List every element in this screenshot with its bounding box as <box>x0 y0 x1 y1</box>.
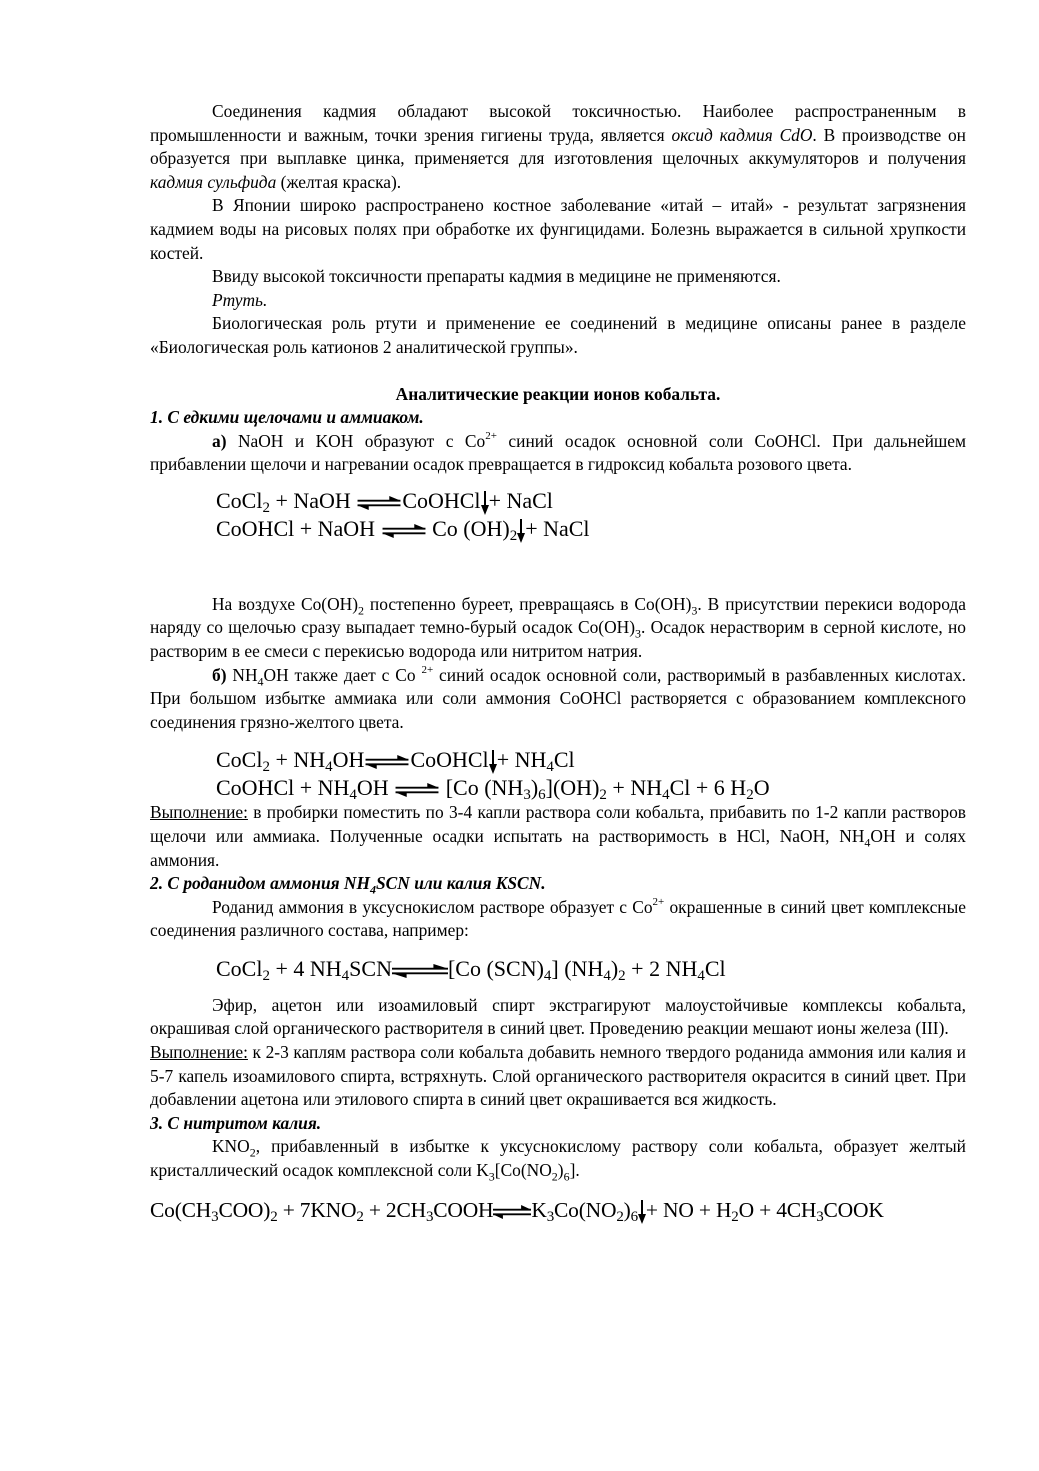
text-run: 3 <box>523 787 531 804</box>
equation-3 <box>216 746 966 774</box>
equilibrium-arrow-icon <box>493 1205 531 1219</box>
text-run: 2 <box>262 967 270 984</box>
text-run: 2 <box>262 499 270 516</box>
text-run: постепенно буреет, превращаясь в Co(OH) <box>364 593 692 614</box>
text-run: SCN <box>349 955 392 981</box>
text-run: OH <box>332 747 365 773</box>
text-run: Cl <box>553 747 575 773</box>
text-run: Ртуть. <box>212 289 268 310</box>
text-run: CoOHCl <box>410 747 489 773</box>
text-run: [Co (NH <box>440 775 524 801</box>
subsection-title-3: 3. С нитритом калия. <box>150 1112 322 1133</box>
text-run: . В присутствии перекиси водорода наряду со щелочью сразу выпадает темно-бурый осадок Co(OH) <box>150 593 967 638</box>
text-run: к 2-3 каплям раствора соли кобальта добавить немного твердого роданида аммония или калия и 5-7 капель изоамилового спирта, встряхнуть. Слой органического растворителя окрасится в синий цвет. При добавлении ацетона или этилового спирта в синий цвет окрашивается вся жидкость. <box>150 1042 966 1110</box>
subsection-title-1: 1. С едкими щелочами и аммиаком. <box>150 407 424 428</box>
text-run: 2 <box>270 1208 278 1225</box>
text-run: 2 <box>616 1208 624 1225</box>
text-run: 4 <box>349 787 357 804</box>
text-run: 4 <box>546 759 554 776</box>
paragraph-air-oxidation <box>150 593 966 664</box>
text-run: [Co(NO <box>494 1160 552 1181</box>
text-run: 4 <box>341 967 350 984</box>
text-run: На воздухе Co(OH) <box>212 593 358 614</box>
text-run: KNO <box>212 1136 250 1157</box>
text-run: 3 <box>816 1208 824 1225</box>
text-run: COOK <box>823 1197 884 1222</box>
text-run: CoOHCl + NH <box>216 775 350 801</box>
text-run: + NaOH <box>269 487 357 513</box>
equation-4 <box>216 774 966 804</box>
text-run: + 4 NH <box>269 955 342 981</box>
procedure-1 <box>150 801 966 872</box>
text-run: NaOH и KOH образуют с Co <box>226 430 486 451</box>
text-run: ) <box>557 1160 564 1181</box>
text-run: Co (OH) <box>426 515 510 541</box>
text-run: 4 <box>662 787 670 804</box>
text-run: 4 <box>325 759 333 776</box>
precipitate-arrow-icon <box>517 519 525 543</box>
text-run: Выполнение: <box>150 802 248 823</box>
text-run: CoCl <box>216 487 263 513</box>
text-run: + 7KNO <box>277 1197 357 1222</box>
text-run: K <box>531 1197 547 1222</box>
text-run: 6 <box>630 1208 638 1225</box>
text-run: COO) <box>218 1197 271 1222</box>
text-run: окрашенные в синий цвет комплексные соединения различного состава, например: <box>150 896 966 941</box>
paragraph-thiocyanate <box>150 896 966 943</box>
document-page <box>150 100 966 1224</box>
text-run: а) <box>212 430 227 451</box>
text-run: 3 <box>425 1208 434 1225</box>
equilibrium-arrow-icon <box>392 964 448 978</box>
text-run: COOH <box>433 1197 494 1222</box>
text-run: . В производстве он образуется при выплавке цинка, применяется для изготовления щелочных аккумуляторов и получения <box>150 124 966 169</box>
text-run: Соединения кадмия обладают высокой токсичностью. Наиболее распространенным в промышленности и важным, точки зрения гигиены труда, является <box>150 101 966 145</box>
text-run: SCN или калия KSCN. <box>376 873 546 894</box>
equilibrium-arrow-icon <box>381 524 427 538</box>
text-run: 2 <box>358 603 364 618</box>
text-run: синий осадок основной соли CoOHCl. При дальнейшем прибавлении щелочи и нагревании осадок превращается в гидроксид кобальта розового цвета. <box>150 430 967 475</box>
equilibrium-arrow-icon <box>356 496 402 510</box>
text-run: ](OH) <box>545 775 600 801</box>
text-run: 2 <box>618 967 626 984</box>
text-run: 4 <box>370 882 377 897</box>
text-run: 6 <box>563 1169 570 1184</box>
paragraph-1a <box>150 430 966 477</box>
text-run: ) <box>530 775 539 801</box>
text-run: 2 <box>509 527 518 544</box>
heading-mercury <box>150 289 966 313</box>
subsection-title-2 <box>150 872 966 896</box>
text-run: + NH <box>496 747 547 773</box>
text-run: 3 <box>488 1169 495 1184</box>
paragraph-nitrite <box>150 1135 966 1182</box>
text-run: б) <box>212 664 227 685</box>
text-run: CoOHCl + NaOH <box>216 515 381 541</box>
paragraph-mercury-role: Биологическая роль ртути и применение ее соединений в медицине описаны ранее в разделе «Биологическая роль катионов 2 аналитической группы». <box>150 313 966 357</box>
text-run: оксид кадмия CdO <box>671 124 813 145</box>
text-run: 6 <box>538 787 546 804</box>
paragraph-extraction: Эфир, ацетон или изоамиловый спирт экстрагируют малоустойчивые комплексы кобальта, окрашивая слой органического растворителя в синий цвет. Проведению реакции мешают ионы железа (III). <box>150 994 966 1039</box>
text-run: 2 <box>599 787 607 804</box>
text-run: 2. С роданидом аммония NH <box>150 873 371 894</box>
text-run: + NaCl <box>488 487 553 513</box>
text-run: (желтая краска). <box>276 171 402 192</box>
text-run: 2 <box>551 1169 558 1184</box>
text-run: Выполнение: <box>150 1042 248 1063</box>
text-run: 2 <box>262 759 270 776</box>
text-run: 2 <box>746 787 754 804</box>
equation-2 <box>216 515 966 543</box>
text-run: ) <box>623 1197 631 1222</box>
text-run: + 2 NH <box>625 955 698 981</box>
procedure-2 <box>150 1041 966 1112</box>
text-run: Cl + 6 H <box>669 775 747 801</box>
equilibrium-arrow-icon <box>394 783 440 797</box>
equation-6 <box>150 1197 966 1224</box>
text-run: Роданид аммония в уксуснокислом растворе образует с Co <box>212 896 653 917</box>
text-run: 4 <box>603 967 611 984</box>
text-run: 2 <box>249 1145 256 1160</box>
text-run: + NO + H <box>645 1197 732 1222</box>
text-run: 3 <box>691 603 698 618</box>
text-run: 3 <box>211 1208 219 1225</box>
paragraph-cadmium-toxicity <box>150 100 966 194</box>
text-run: Co(CH <box>150 1197 212 1222</box>
text-run: OH и солях аммония. <box>150 825 966 870</box>
text-run: 3 <box>635 626 641 641</box>
text-run: + NH <box>606 775 663 801</box>
section-heading-cobalt: Аналитические реакции ионов кобальта. <box>395 383 721 404</box>
equilibrium-arrow-icon <box>364 755 410 769</box>
text-run: Co(NO <box>554 1197 617 1222</box>
text-run: ] (NH <box>551 955 604 981</box>
precipitate-arrow-icon <box>489 750 497 774</box>
text-run: + NaCl <box>525 515 590 541</box>
text-run: 4 <box>543 967 552 984</box>
text-run: ) <box>610 955 619 981</box>
precipitate-arrow-icon <box>481 491 489 515</box>
text-run: CoCl <box>216 747 263 773</box>
text-run: O <box>753 775 770 801</box>
text-run: 3 <box>546 1208 555 1225</box>
text-run: + NH <box>269 747 326 773</box>
text-run: + 2CH <box>363 1197 426 1222</box>
text-run: 2+ <box>421 663 434 676</box>
text-run: 2+ <box>485 429 497 442</box>
paragraph-1b <box>150 664 966 735</box>
text-run: OH <box>356 775 395 801</box>
text-run: синий осадок основной соли, растворимый в разбавленных кислотах. При большом избытке аммиака или соли аммония CoOHCl растворяется с образованием комплексного соединения грязно-желтого цвета. <box>150 664 967 732</box>
text-run: кадмия сульфида <box>150 171 277 192</box>
precipitate-arrow-icon <box>638 1200 646 1224</box>
text-run: CoOHCl <box>402 487 481 513</box>
text-run: [Co (SCN) <box>447 955 544 981</box>
text-run: 2+ <box>652 895 665 908</box>
text-run: O + 4CH <box>738 1197 817 1222</box>
text-run: Cl <box>704 955 726 981</box>
text-run: 2 <box>731 1208 739 1225</box>
text-run: CoCl <box>216 955 263 981</box>
equation-1 <box>216 487 966 515</box>
text-run: 4 <box>697 967 705 984</box>
text-run: . Осадок нерастворим в серной кислоте, но растворим в ее смеси с перекисью водорода или нитритом натрия. <box>150 617 966 661</box>
equation-5 <box>216 955 966 982</box>
text-run: в пробирки поместить по 3-4 капли раствора соли кобальта, прибавить по 1-2 капли растворов щелочи или аммиака. Полученные осадки испытать на растворимость в HCl, NaOH, NH <box>150 802 966 846</box>
text-run: 4 <box>257 674 264 689</box>
text-run: 2 <box>356 1208 364 1225</box>
text-run: , прибавленный в избытке к уксуснокислому раствору соли кобальта, образует желтый кристаллический осадок комплексной соли K <box>150 1136 966 1181</box>
text-run: NH <box>226 664 258 685</box>
text-run: 4 <box>864 835 871 850</box>
text-run: ]. <box>569 1160 580 1181</box>
text-run: OH также дает с Co <box>263 664 422 685</box>
paragraph-no-medicine: Ввиду высокой токсичности препараты кадмия в медицине не применяются. <box>212 266 781 287</box>
paragraph-itai-itai: В Японии широко распространено костное заболевание «итай – итай» - результат загрязнения кадмием воды на рисовых полях при обработке их фунгицидами. Болезнь выражается в сильной хрупкости костей. <box>150 195 966 263</box>
